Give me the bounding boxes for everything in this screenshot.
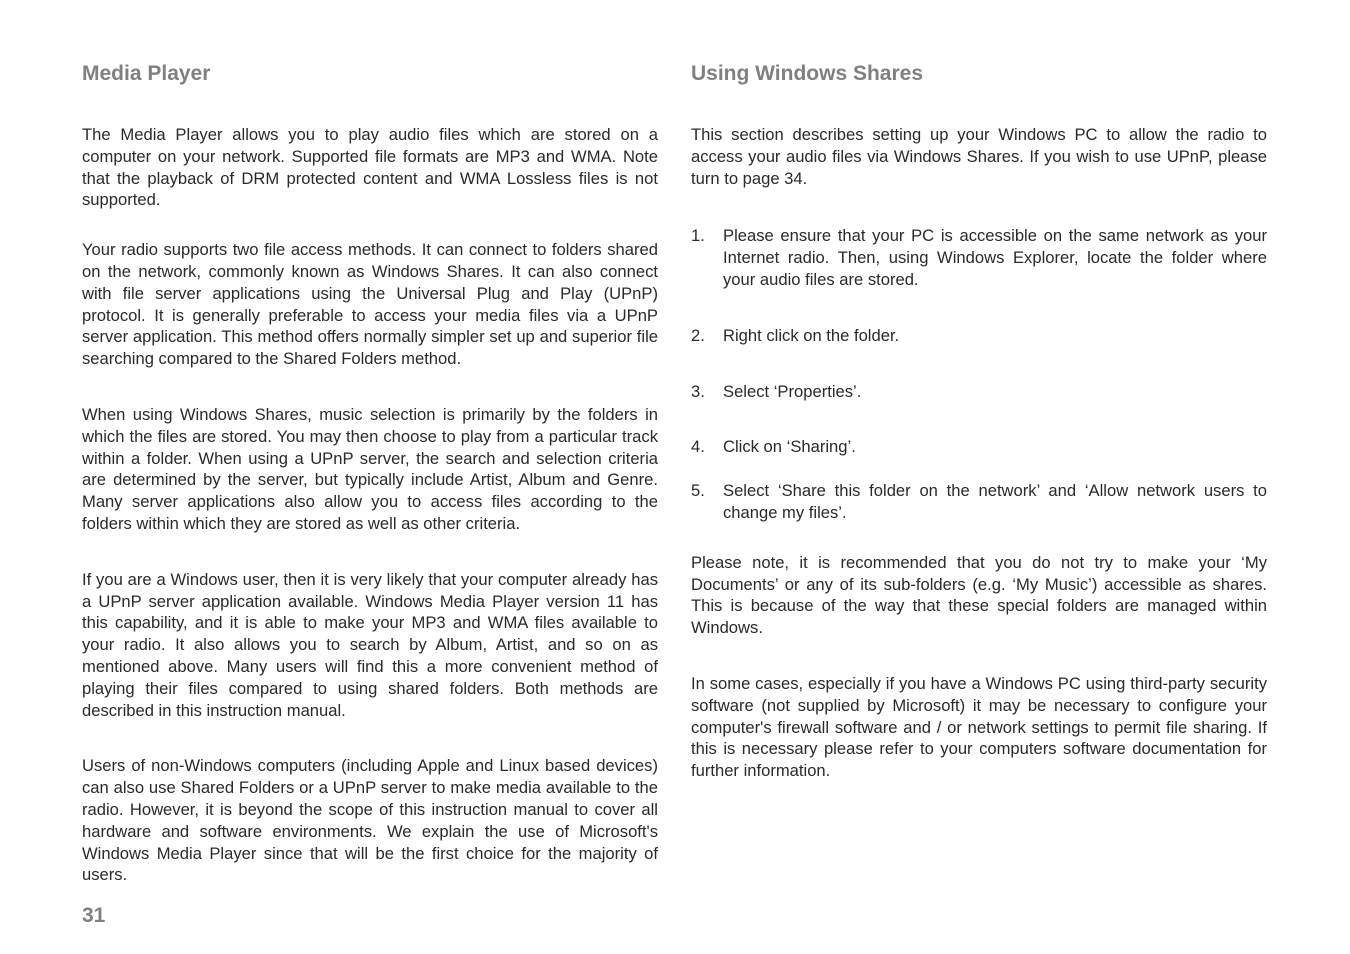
right-column: [691, 60, 1267, 782]
list-item: [691, 381, 1267, 403]
step-text: Right click on the folder.: [723, 325, 900, 345]
list-item: [691, 436, 1267, 458]
windows-user-paragraph: If you are a Windows user, then it is very likely that your computer already has a UPnP server application available. Windows Media Player version 11 has this capability, and it is able to make your MP3 and WMA files available to your radio. It also allows you to search by Album, Artist, and so on as mentioned above. Many users will find this a more convenient method of playing their files compared to using shared folders. Both methods are described in this instruction manual.: [82, 569, 658, 720]
my-documents-note: Please note, it is recommended that you do not try to make your ‘My Documents’ or any of its sub-folders (e.g. ‘My Music’) accessible as shares. This is because of the way that these special folders are managed within Windows.: [691, 552, 1267, 638]
step-text: Please ensure that your PC is accessible on the same network as your Internet radio. Then, using Windows Explorer, locate the folder where your audio files are stored.: [723, 226, 1267, 289]
left-column: [82, 60, 658, 914]
list-item: [691, 225, 1267, 290]
access-methods-paragraph: Your radio supports two file access methods. It can connect to folders shared on the network, commonly known as Windows Shares. It can also connect with file server applications using the Universal Plug and Play (UPnP) protocol. It is generally preferable to access your media files via a UPnP server application. This method offers normally simpler set up and superior file searching compared to the Shared Folders method.: [82, 240, 658, 369]
setup-steps-list: [691, 225, 1267, 523]
step-text: Select ‘Share this folder on the network’ and ‘Allow network users to change my files’.: [723, 481, 1267, 522]
firewall-paragraph: In some cases, especially if you have a Windows PC using third-party security software (not supplied by Microsoft) it may be necessary to configure your computer's firewall software and / or network settings to permit file sharing. If this is necessary please refer to your computers software documentation for further information.: [691, 673, 1267, 781]
non-windows-paragraph: Users of non-Windows computers (including Apple and Linux based devices) can also use Shared Folders or a UPnP server to make media available to the radio. However, it is beyond the scope of this instruction manual to cover all hardware and software environments. We explain the use of Microsoft's Windows Media Player since that will be the first choice for the majority of users.: [82, 756, 658, 885]
step-number: 5.: [691, 481, 705, 501]
list-item: [691, 480, 1267, 524]
step-number: 4.: [691, 437, 705, 457]
list-item: [691, 325, 1267, 347]
step-text: Click on ‘Sharing’.: [723, 437, 856, 457]
intro-paragraph: The Media Player allows you to play audio files which are stored on a computer on your network. Supported file formats are MP3 and WMA. Note that the playback of DRM protected content and WMA Lossless files is not supported.: [82, 125, 658, 210]
windows-shares-intro: This section describes setting up your Windows PC to allow the radio to access your audio files via Windows Shares. If you wish to use UPnP, please turn to page 34.: [691, 125, 1267, 188]
step-number: 1.: [691, 226, 705, 246]
selection-paragraph: When using Windows Shares, music selection is primarily by the folders in which the files are stored. You may then choose to play from a particular track within a folder. When using a UPnP server, the search and selection criteria are determined by the server, but typically include Artist, Album and Genre. Many server applications also allow you to access files according to the folders within which they are stored as well as other criteria.: [82, 404, 658, 533]
page-number: 31: [82, 904, 106, 927]
step-number: 2.: [691, 325, 705, 345]
windows-shares-heading: Using Windows Shares: [691, 62, 924, 85]
media-player-heading: Media Player: [82, 62, 211, 85]
step-number: 3.: [691, 381, 705, 401]
step-text: Select ‘Properties’.: [723, 381, 862, 401]
